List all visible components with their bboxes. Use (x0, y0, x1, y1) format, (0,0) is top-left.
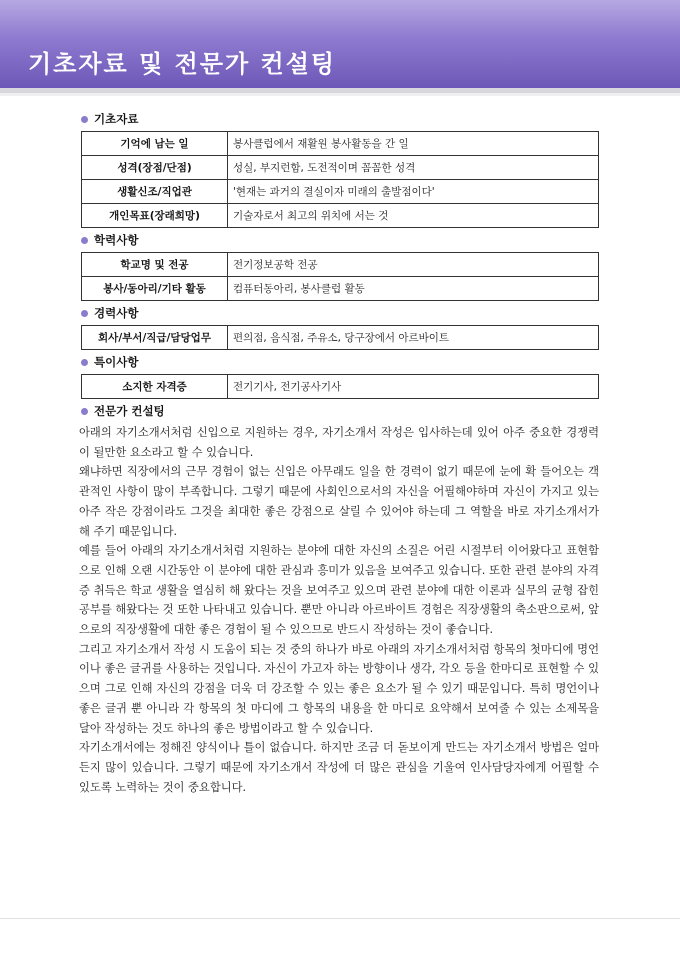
bullet-icon (81, 359, 88, 366)
row-label: 봉사/동아리/기타 활동 (82, 277, 228, 301)
bullet-icon (81, 116, 88, 123)
paragraph: 예를 들어 아래의 자기소개서처럼 지원하는 분야에 대한 자신의 소질은 어린 시절부터 이어왔다고 표현함으로 인해 오랜 시간동안 이 분야에 대한 관심과 흥미가 있음을 보여주고 있습니다. 또한 관련 분야의 자격증 취득은 학교 생활을 열심히 해 왔다는 것을 보여주고 있으며 관련 분야에 대한 이론과 실무의 균형 잡힌 공부를 해왔다는 것 또한 나타내고 있습니다. 뿐만 아니라 아르바이트 경험은 직장생활의 축소판으로써, 앞으로의 직장생활에 대한 좋은 경험이 될 수 있으므로 반드시 작성하는 것이 좋습니다. (79, 544, 599, 637)
section-title: 경력사항 (94, 306, 139, 320)
table-row (82, 375, 599, 399)
table-row (82, 204, 599, 228)
bullet-icon (81, 237, 88, 244)
row-value: '현재는 과거의 결실이자 미래의 출발점이다' (228, 180, 599, 204)
section-heading-basic (81, 111, 599, 128)
section-title: 특이사항 (94, 355, 139, 369)
special-table (81, 374, 599, 399)
career-table (81, 325, 599, 350)
consulting-text (79, 423, 599, 797)
row-value: 전기정보공학 전공 (228, 253, 599, 277)
bullet-icon (81, 310, 88, 317)
row-label: 기억에 남는 일 (82, 132, 228, 156)
row-label: 개인목표(장래희망) (82, 204, 228, 228)
row-label: 학교명 및 전공 (82, 253, 228, 277)
paragraph: 아래의 자기소개서처럼 신입으로 지원하는 경우, 자기소개서 작성은 입사하는데 있어 아주 중요한 경쟁력이 될만한 요소라고 할 수 있습니다. (79, 426, 599, 459)
row-label: 소지한 자격증 (82, 375, 228, 399)
row-value: 편의점, 음식점, 주유소, 당구장에서 아르바이트 (228, 326, 599, 350)
table-row (82, 277, 599, 301)
header-divider-light (0, 93, 680, 96)
section-heading-consulting (81, 403, 599, 420)
bullet-icon (81, 408, 88, 415)
document-content (79, 111, 599, 797)
row-value: 성실, 부지런함, 도전적이며 꼼꼼한 성격 (228, 156, 599, 180)
section-heading-special (81, 354, 599, 371)
basic-info-table (81, 131, 599, 228)
table-row (82, 326, 599, 350)
table-row (82, 180, 599, 204)
row-value: 기술자로서 최고의 위치에 서는 것 (228, 204, 599, 228)
page-title: 기초자료 및 전문가 컨설팅 (28, 50, 337, 78)
footer-divider (0, 918, 680, 919)
section-title: 기초자료 (94, 112, 139, 126)
paragraph: 왜냐하면 직장에서의 근무 경험이 없는 신입은 아무래도 일을 한 경력이 없기 때문에 눈에 확 들어오는 객관적인 사항이 많이 부족합니다. 그렇기 때문에 사회인으로서의 자신을 어필해야하며 자신이 가지고 있는 아주 작은 강점이라도 그것을 최대한 좋은 강점으로 살릴 수 있어야 하는데 그 역할을 바로 자기소개서가 해 주기 때문입니다. (79, 465, 599, 538)
table-row (82, 253, 599, 277)
section-heading-career (81, 305, 599, 322)
education-table (81, 252, 599, 301)
section-title: 학력사항 (94, 233, 139, 247)
table-row (82, 132, 599, 156)
header-banner (0, 0, 680, 88)
row-value: 봉사클럽에서 재활원 봉사활동을 간 일 (228, 132, 599, 156)
row-value: 전기기사, 전기공사기사 (228, 375, 599, 399)
section-title: 전문가 컨설팅 (94, 404, 165, 418)
row-label: 회사/부서/직급/담당업무 (82, 326, 228, 350)
section-heading-education (81, 232, 599, 249)
row-value: 컴퓨터동아리, 봉사클럽 활동 (228, 277, 599, 301)
row-label: 성격(장점/단점) (82, 156, 228, 180)
row-label: 생활신조/직업관 (82, 180, 228, 204)
table-row (82, 156, 599, 180)
paragraph: 자기소개서에는 정해진 양식이나 틀이 없습니다. 하지만 조금 더 돋보이게 만드는 자기소개서 방법은 얼마든지 많이 있습니다. 그렇기 때문에 자기소개서 작성에 더 많은 관심을 기울여 인사담당자에게 어필할 수 있도록 노력하는 것이 중요합니다. (79, 741, 599, 794)
paragraph: 그리고 자기소개서 작성 시 도움이 되는 것 중의 하나가 바로 아래의 자기소개서처럼 항목의 첫마디에 명언이나 좋은 글귀를 사용하는 것입니다. 자신이 가고자 하는 방향이나 생각, 각오 등을 한마디로 표현할 수 있으며 그로 인해 자신의 강점을 더욱 더 강조할 수 있는 좋은 요소가 될 수 있기 때문입니다. 특히 명언이나 좋은 글귀 뿐 아니라 각 항목의 첫 마디에 그 항목의 내용을 한 마디로 요약해서 보여줄 수 있는 소제목을 달아 작성하는 것도 하나의 좋은 방법이라고 할 수 있습니다. (79, 642, 599, 735)
